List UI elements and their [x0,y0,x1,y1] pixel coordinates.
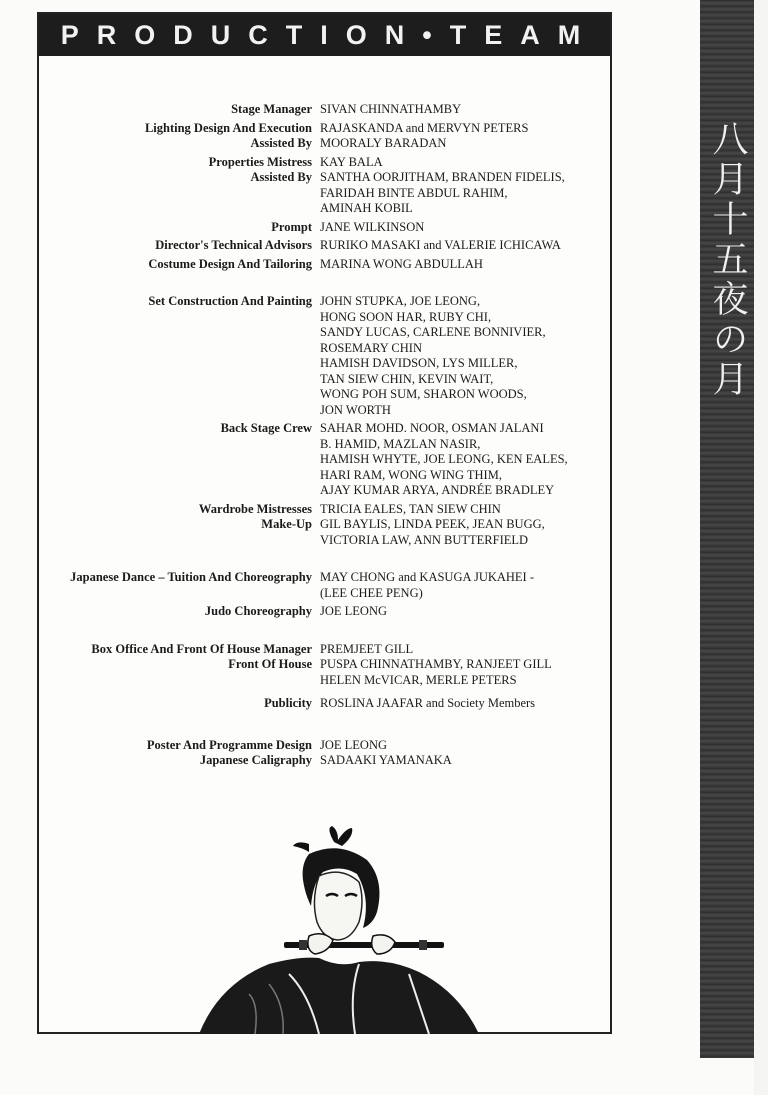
japanese-title: 八月十五夜の月 [707,120,748,400]
credit-role: Judo Choreography [204,604,312,618]
credit-names: RAJASKANDA and MERVYN PETERS [320,120,529,135]
credit-names: TRICIA EALES, TAN SIEW CHIN [320,501,501,516]
credit-row [39,257,610,273]
credit-names: MOORALY BARADAN [320,136,447,150]
credit-names: SADAAKI YAMANAKA [320,753,452,767]
credit-names: PREMJEET GILL [320,641,414,656]
credit-row [39,753,610,769]
credit-row [39,604,610,620]
credit-role: Set Construction And Painting [148,294,312,308]
credit-row [39,570,610,601]
page-edge [754,0,768,1095]
credit-names: GIL BAYLIS, LINDA PEEK, JEAN BUGG, VICTORIA LAW, ANN BUTTERFIELD [320,517,545,547]
credit-role: Costume Design And Tailoring [148,256,312,271]
credit-role: Lighting Design And Execution [144,120,312,135]
credit-names: JOHN STUPKA, JOE LEONG, HONG SOON HAR, RUBY CHI, SANDY LUCAS, CARLENE BONNIVIER, ROSEMARY CHIN HAMISH DAVIDSON, LYS MILLER, TAN SIEW CHIN, KEVIN WAIT, WONG POH SUM, SHARON WOODS, JON WORTH [320,294,546,417]
credit-row [39,155,610,171]
credit-names: PUSPA CHINNATHAMBY, RANJEET GILL HELEN McVICAR, MERLE PETERS [320,657,552,687]
credit-row [39,238,610,254]
credit-role: Prompt [271,219,312,234]
credit-names: SANTHA OORJITHAM, BRANDEN FIDELIS, FARIDAH BINTE ABDUL RAHIM, AMINAH KOBIL [320,170,565,215]
credit-row [39,136,610,152]
credit-names: ROSLINA JAAFAR and Society Members [320,696,536,710]
credit-row [39,657,610,688]
credit-role: Director's Technical Advisors [155,238,312,252]
credit-row [39,502,610,518]
credit-role: Poster And Programme Design [146,737,312,752]
credits-list [39,102,610,769]
credit-row [39,421,610,499]
credit-role: Properties Mistress [208,154,312,169]
credit-row [39,220,610,236]
credit-role: Front Of House [228,657,312,671]
credit-row [39,102,610,118]
credit-names: MARINA WONG ABDULLAH [320,256,483,271]
credit-role: Japanese Caligraphy [199,753,312,767]
credit-row [39,517,610,548]
credit-names: JOE LEONG [320,604,388,618]
credit-role: Publicity [264,696,312,710]
credit-names: RURIKO MASAKI and VALERIE ICHICAWA [320,238,561,252]
credit-role: Assisted By [250,170,312,184]
credit-names: JOE LEONG [320,737,388,752]
credit-names: JANE WILKINSON [320,219,425,234]
credit-row [39,121,610,137]
credit-role: Assisted By [250,136,312,150]
page-title: PRODUCTION•TEAM [39,14,610,56]
production-team-panel [37,12,612,1034]
credit-row [39,294,610,418]
credit-names: KAY BALA [320,154,383,169]
credit-role: Make-Up [261,517,312,531]
credit-role: Box Office And Front Of House Manager [91,641,312,656]
credit-row [39,642,610,658]
credit-role: Japanese Dance – Tuition And Choreography [70,570,312,584]
credit-names: SAHAR MOHD. NOOR, OSMAN JALANI B. HAMID, MAZLAN NASIR, HAMISH WHYTE, JOE LEONG, KEN EALES, HARI RAM, WONG WING THIM, AJAY KUMAR ARYA, ANDRÉE BRADLEY [320,421,568,497]
credit-row [39,696,610,712]
credit-role: Wardrobe Mistresses [198,501,312,516]
credit-row [39,170,610,217]
credit-row [39,738,610,754]
credit-role: Back Stage Crew [220,421,312,435]
samurai-flute-illustration [159,824,479,1034]
credit-names: MAY CHONG and KASUGA JUKAHEI - (LEE CHEE PENG) [320,570,535,600]
credit-names: SIVAN CHINNATHAMBY [320,102,462,116]
credit-role: Stage Manager [231,102,312,116]
